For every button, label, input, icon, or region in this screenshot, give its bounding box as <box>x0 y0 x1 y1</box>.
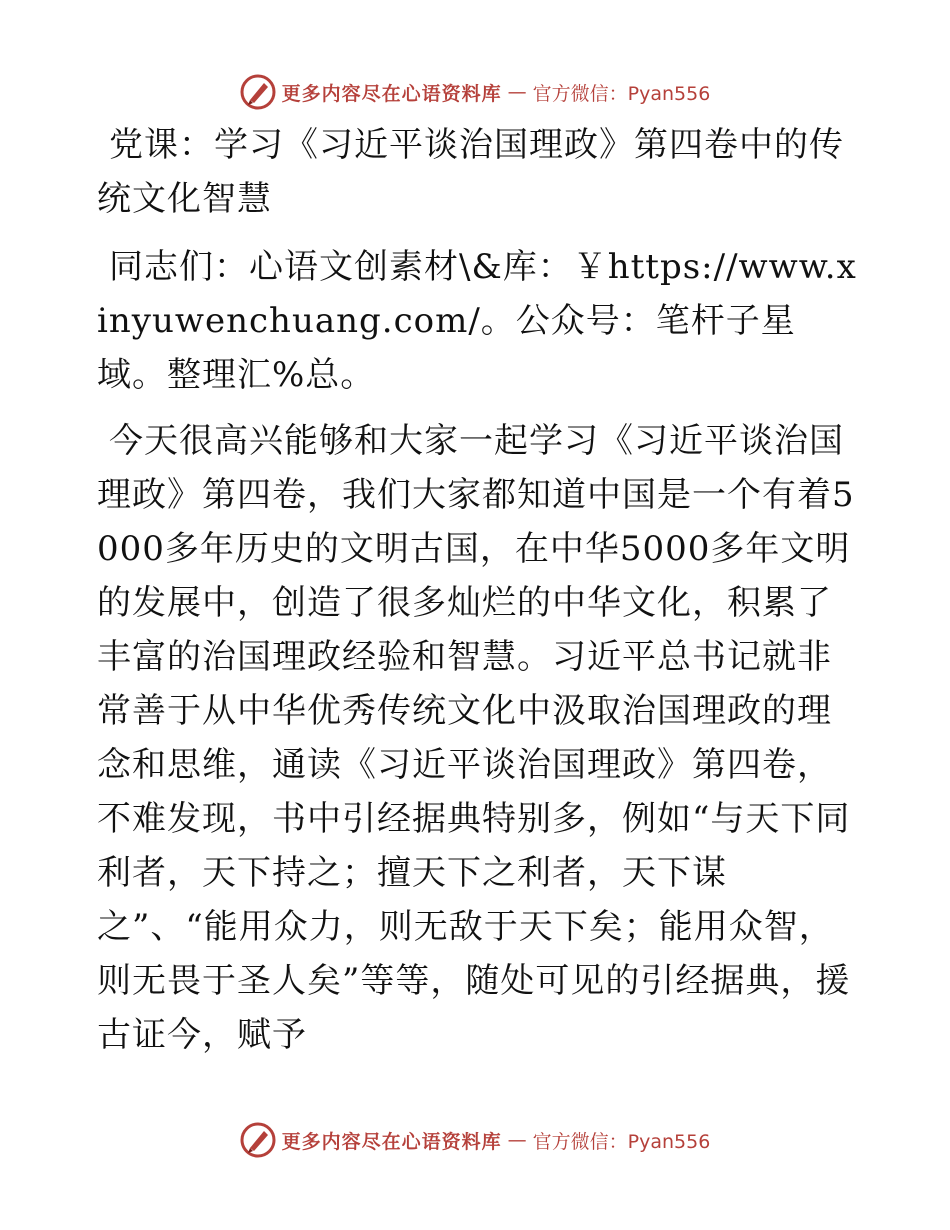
footer-banner <box>0 1118 950 1162</box>
document-title: 党课：学习《习近平谈治国理政》第四卷中的传统文化智慧 <box>97 125 844 219</box>
banner-separator: — <box>507 1129 527 1151</box>
banner-separator: — <box>507 81 527 103</box>
paragraph-greeting: 同志们：心语文创素材\&库：￥https://www.xinyuwenchuang.com/。公众号：笔杆子星域。整理汇%总。 <box>97 247 857 395</box>
banner-contact: 官方微信：Pyan556 <box>532 82 711 105</box>
pen-logo-icon <box>240 1122 276 1158</box>
banner-text: 更多内容尽在心语资料库 <box>281 82 502 105</box>
document-body <box>97 118 857 1074</box>
header-banner <box>0 70 950 114</box>
paragraph-main: 今天很高兴能够和大家一起学习《习近平谈治国理政》第四卷，我们大家都知道中国是一个有着5000多年历史的文明古国，在中华5000多年文明的发展中，创造了很多灿烂的中华文化，积累了丰富的治国理政经验和智慧。习近平总书记就非常善于从中华优秀传统文化中汲取治国理政的理念和思维，通读《习近平谈治国理政》第四卷，不难发现，书中引经据典特别多，例如“与天下同利者，天下持之；擅天下之利者，天下谋之”、“能用众力，则无敌于天下矣；能用众智，则无畏于圣人矣”等等，随处可见的引经据典，援古证今，赋予 <box>97 421 855 1055</box>
pen-logo-icon <box>240 74 276 110</box>
banner-contact: 官方微信：Pyan556 <box>532 1130 711 1153</box>
banner-text: 更多内容尽在心语资料库 <box>281 1130 502 1153</box>
